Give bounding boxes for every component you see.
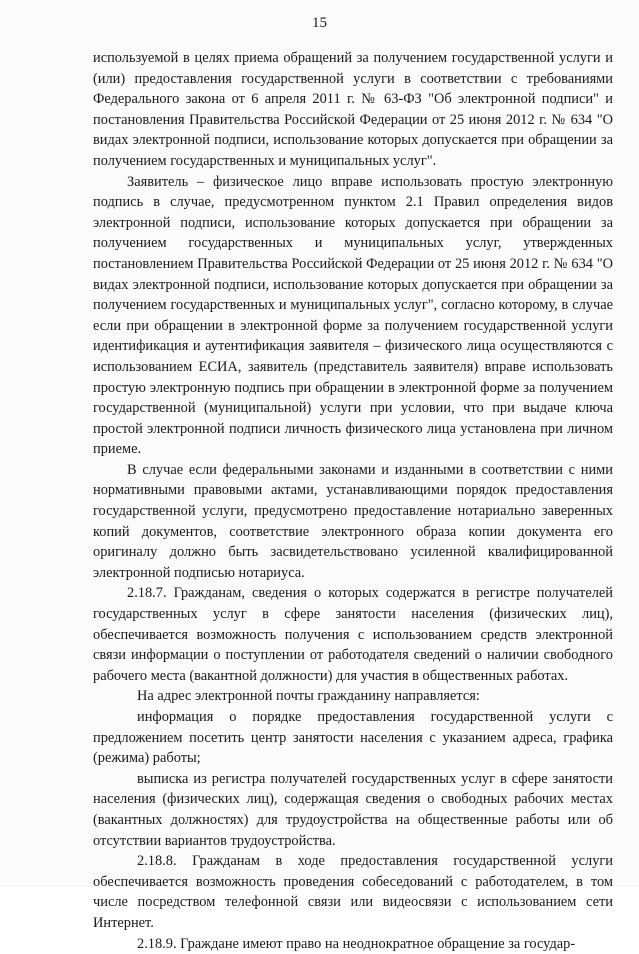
page-number: 15 — [312, 15, 327, 31]
paragraph-3: В случае если федеральными законами и изданными в соответствии с ними нормативными правовыми актами, устанавливающими порядок предоставления государственной услуги, предусмотрено предоставление нотариально заверенных копий документов, соответствие электронного образа копии документа его оригиналу должно быть засвидетельствовано усиленной квалифицированной электронной подписью нотариуса. — [93, 461, 613, 581]
paragraph-5: На адрес электронной почты гражданину направляется: — [137, 688, 480, 705]
paragraph-6: информация о порядке предоставления государственной услуги с предложением посетить центр занятости населения с указанием адреса, графика (режима) работы; — [93, 709, 613, 767]
paragraph-4: 2.18.7. Гражданам, сведения о которых содержатся в регистре получателей государственных услуг в сфере занятости населения (физических лиц), обеспечивается возможность получения с использованием средств электронной связи информации о поступлении от работодателя сведений о наличии свободного рабочего места (вакантной должности) для участия в общественных работах. — [93, 585, 613, 684]
paragraph-9: 2.18.9. Граждане имеют право на неоднократное обращение за государ- — [137, 935, 576, 952]
paragraph-8: 2.18.8. Гражданам в ходе предоставления государственной услуги обеспечивается возможность проведения собеседований с работодателем, в том числе посредством телефонной связи или видеосвязи с использованием сети Интернет. — [93, 853, 613, 931]
document-body — [93, 48, 613, 954]
paragraph-1: используемой в целях приема обращений за получением государственной услуги и (или) предоставления государственной услуги в соответствии с требованиями Федерального закона от 6 апреля 2011 г. № 63-ФЗ "Об электронной подписи" и постановления Правительства Российской Федерации от 25 июня 2012 г. № 634 "О видах электронной подписи, использование которых допускается при обращении за получением государственных и муниципальных услуг". — [93, 50, 613, 169]
paragraph-2: Заявитель – физическое лицо вправе использовать простую электронную подпись в случае, предусмотренном пунктом 2.1 Правил определения видов электронной подписи, использование которых допускается при обращении за получением государственных и муниципальных услуг, утвержденных постановлением Правительства Российской Федерации от 25 июня 2012 г. № 634 "О видах электронной подписи, использование которых допускается при обращении за получением государственных и муниципальных услуг", согласно которому, в случае если при обращении в электронной форме за получением государственной услуги идентификация и аутентификация заявителя – физического лица осуществляются с использованием ЕСИА, заявитель (представитель заявителя) вправе использовать простую электронную подпись при обращении в электронной форме за получением государственной (муниципальной) услуги при условии, что при выдаче ключа простой электронной подписи личность физического лица установлена при личном приеме. — [93, 173, 613, 458]
paragraph-7: выписка из регистра получателей государственных услуг в сфере занятости населения (физических лиц), содержащая сведения о свободных рабочих местах (вакантных должностях) для трудоустройства на общественные работы или об отсутствии вариантов трудоустройства. — [93, 770, 613, 849]
